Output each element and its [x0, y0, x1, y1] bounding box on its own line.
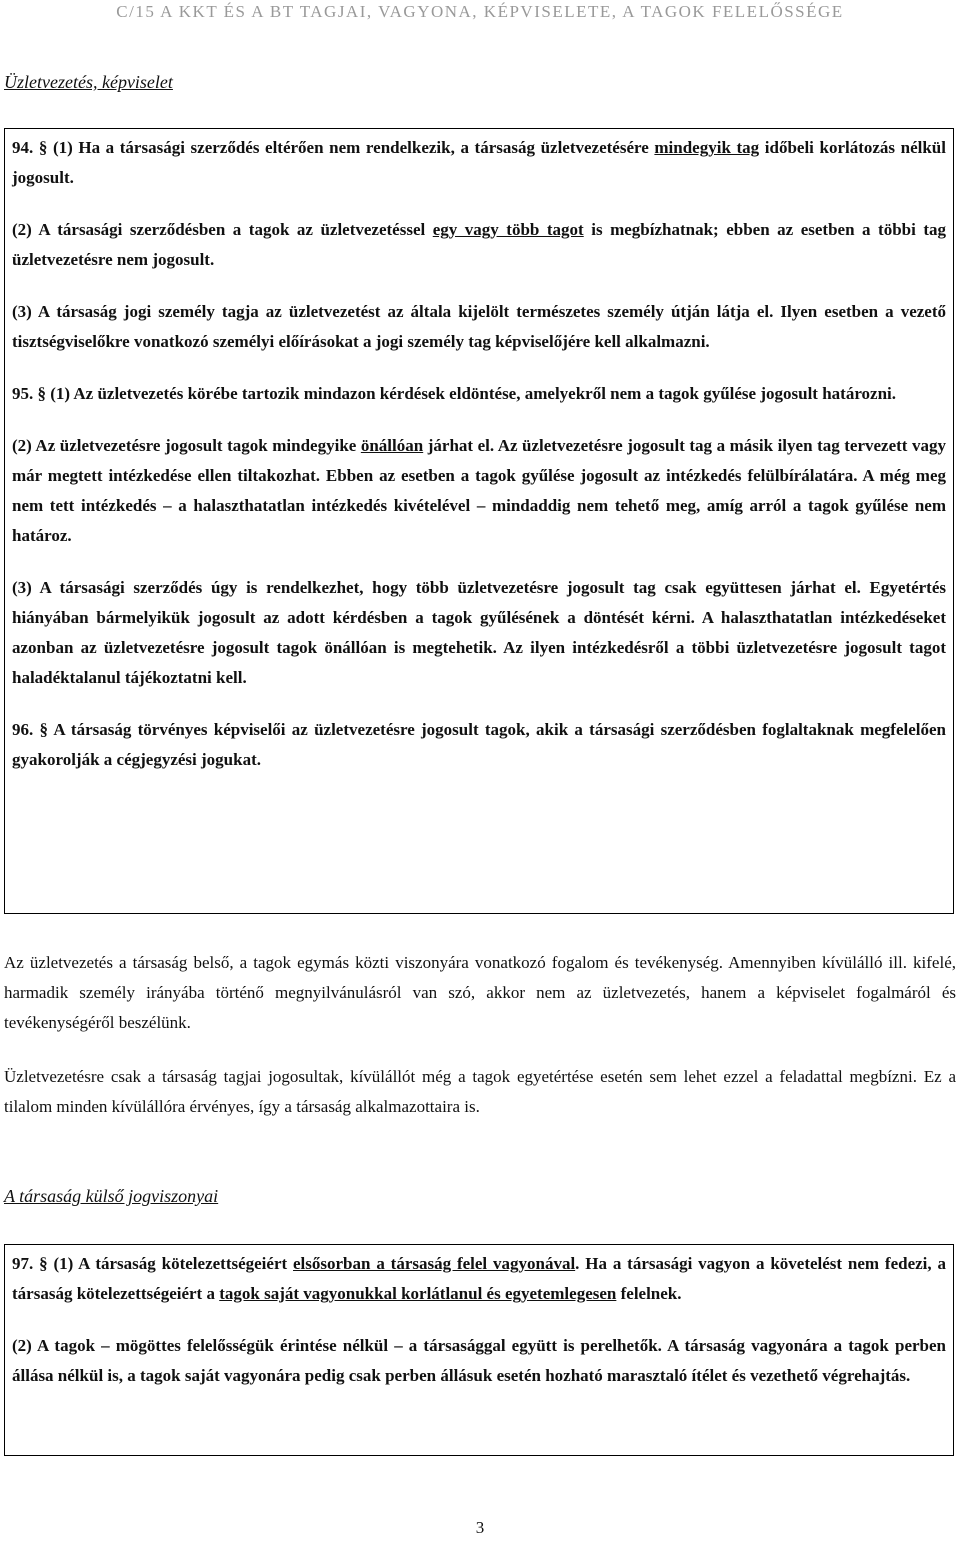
- commentary-paragraph-1: Az üzletvezetés a társaság belső, a tagok egymás közti viszonyára vonatkozó fogalom és tevékenység. Amennyiben kívülálló ill. kifelé, harmadik személy irányába történő megnyilvánulásról van szó, akkor nem az üzletvezetés, hanem a képviselet fogalmáról és tevékenységéről beszélünk.: [4, 953, 956, 1032]
- paragraph-97-2: (2) A tagok – mögöttes felelősségük érintése nélkül – a társasággal együtt is perelhetők. A társaság vagyonára a tagok perben állása nélkül is, a tagok saját vagyonára pedig csak perben állásuk esetén hozható marasztaló ítélet és vezethető végrehajtás.: [12, 1336, 946, 1385]
- commentary-paragraph-2: Üzletvezetésre csak a társaság tagjai jogosultak, kívülállót még a tagok egyetértése esetén sem lehet ezzel a feladattal megbízni. Ez a tilalom minden kívülállóra érvényes, így a társaság alkalmazottaira is.: [4, 1067, 956, 1116]
- paragraph-94-2: (2) A társasági szerződésben a tagok az üzletvezetéssel egy vagy több tagot is megbízhatnak; ebben az esetben a többi tag üzletvezetésre nem jogosult.: [12, 220, 947, 269]
- paragraph-96: 96. § A társaság törvényes képviselői az üzletvezetésre jogosult tagok, akik a társasági szerződésben foglaltaknak megfelelően gyakorolják a cégjegyzési jogukat.: [12, 720, 946, 769]
- emphasis-underline: mindegyik tag: [654, 138, 760, 157]
- paragraph-95-3: (3) A társasági szerződés úgy is rendelkezhet, hogy több üzletvezetésre jogosult tag csak együttesen járhat el. Egyetértés hiányában bármelyikük jogosult az adott kérdésben a tagok gyűlésének a döntését kérni. A halaszthatatlan intézkedéseket azonban az üzletvezetésre jogosult tagok önállóan is megtehetik. Az ilyen intézkedésről a többi üzletvezetésre jogosult tagot haladéktalanul tájékoztatni kell.: [12, 578, 946, 687]
- section-heading-external-relations: A társaság külső jogviszonyai: [4, 1186, 219, 1206]
- commentary-block: [4, 948, 956, 1146]
- paragraph-95-1: 95. § (1) Az üzletvezetés körébe tartozik mindazon kérdések eldöntése, amelyekről nem a tagok gyűlése jogosult határozni.: [12, 384, 897, 403]
- paragraph-97-1: 97. § (1) A társaság kötelezettségeiért elsősorban a társaság felel vagyonával. Ha a társasági vagyon a követelést nem fedezi, a társaság kötelezettségeiért a tagok saját vagyonukkal korlátlanul és egyetemlegesen felelnek.: [12, 1254, 947, 1303]
- paragraph-95-2: (2) Az üzletvezetésre jogosult tagok mindegyike önállóan járhat el. Az üzletvezetésre jogosult tag a másik ilyen tag tervezett vagy már megtett intézkedése ellen tiltakozhat. Ebben az esetben a tagok gyűlése jogosult az intézkedés felülbírálatára. A még meg nem tett intézkedés – a halaszthatatlan intézkedés kivételével – mindaddig nem tehető meg, amíg arról a tagok gyűlése nem határoz.: [12, 436, 946, 545]
- emphasis-underline: tagok saját vagyonukkal korlátlanul és egyetemlegesen: [219, 1284, 617, 1303]
- statute-box-94-96: [4, 128, 954, 914]
- emphasis-underline: önállóan: [360, 436, 424, 455]
- statute-box-97: [4, 1244, 954, 1456]
- section-heading-management: Üzletvezetés, képviselet: [4, 72, 173, 92]
- page-number: 3: [475, 1518, 485, 1537]
- emphasis-underline: egy vagy több tagot: [432, 220, 584, 239]
- running-header: C/15 A KKT ÉS A BT TAGJAI, VAGYONA, KÉPVISELETE, A TAGOK FELELŐSSÉGE: [116, 2, 844, 21]
- emphasis-underline: elsősorban a társaság felel vagyonával: [293, 1254, 576, 1273]
- paragraph-94-1: 94. § (1) Ha a társasági szerződés eltérően nem rendelkezik, a társaság üzletvezetésére mindegyik tag időbeli korlátozás nélkül jogosult.: [12, 138, 946, 187]
- paragraph-94-3: (3) A társaság jogi személy tagja az üzletvezetést az általa kijelölt természetes személy útján látja el. Ilyen esetben a vezető tisztségviselőkre vonatkozó személyi előírásokat a jogi személy tag képviselőjére kell alkalmazni.: [12, 302, 946, 351]
